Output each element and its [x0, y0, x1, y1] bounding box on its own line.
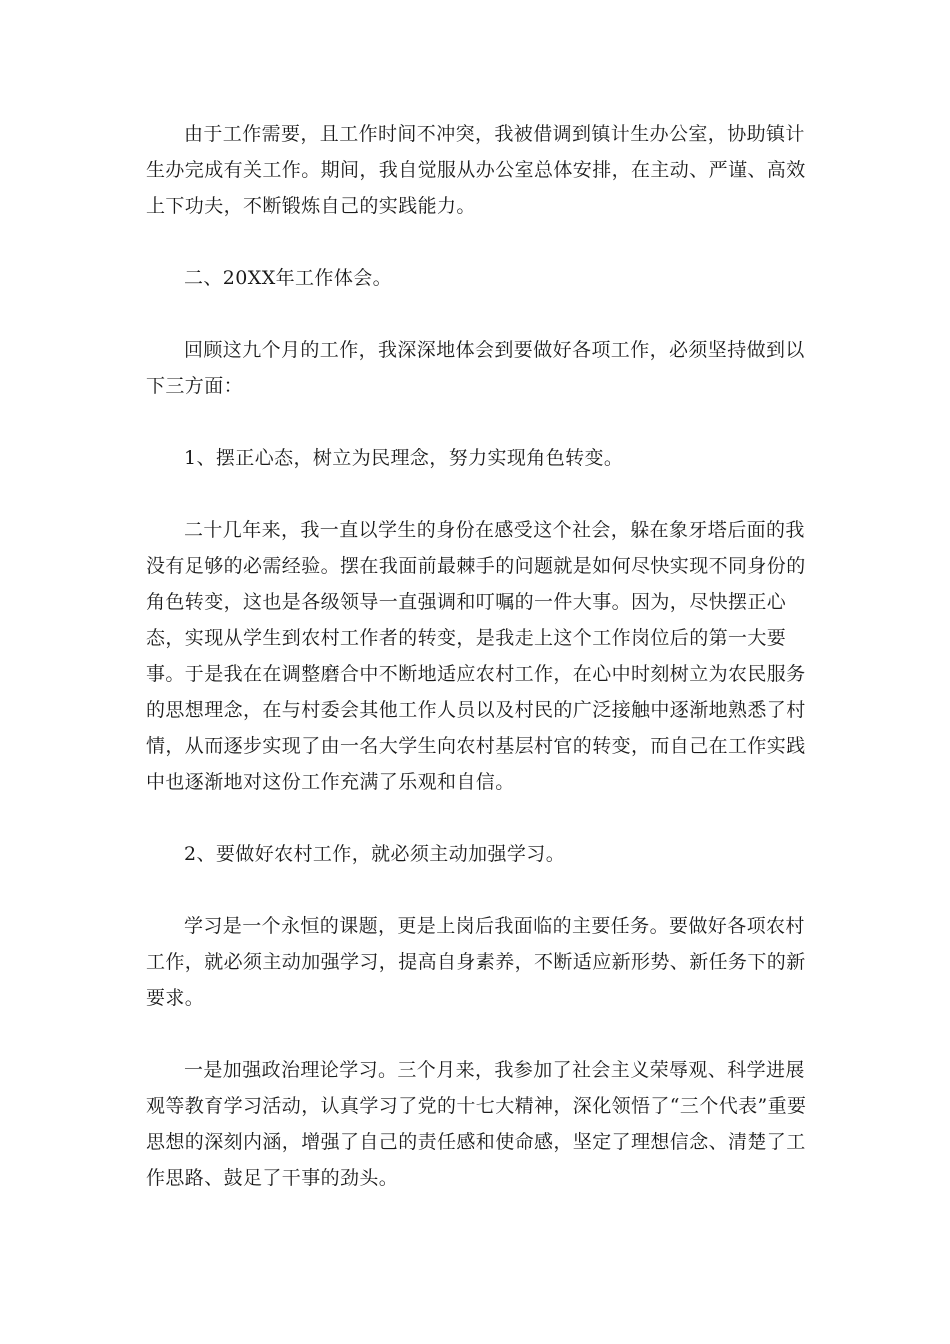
paragraph-political-theory: 一是加强政治理论学习。三个月来，我参加了社会主义荣辱观、科学进展观等教育学习活动，认真学习了党的十七大精神，深化领悟了“三个代表”重要思想的深刻内涵，增强了自己的责任感和使命感，坚定了理想信念、清楚了工作思路、鼓足了干事的劲头。	[146, 1059, 807, 1189]
point-heading-1: 1、摆正心态，树立为民理念，努力实现角色转变。	[184, 447, 624, 469]
paragraph-review-intro: 回顾这九个月的工作，我深深地体会到要做好各项工作，必须坚持做到以下三方面：	[146, 339, 805, 397]
paragraph-borrowed-work: 由于工作需要，且工作时间不冲突，我被借调到镇计生办公室，协助镇计生办完成有关工作。期间，我自觉服从办公室总体安排，在主动、严谨、高效上下功夫，不断锻炼自己的实践能力。	[146, 123, 806, 217]
paragraph-role-change: 二十几年来，我一直以学生的身份在感受这个社会，躲在象牙塔后面的我没有足够的必需经验。摆在我面前最棘手的问题就是如何尽快实现不同身份的角色转变，这也是各级领导一直强调和叮嘱的一件大事。因为，尽快摆正心态，实现从学生到农村工作者的转变，是我走上这个工作岗位后的第一大要事。于是我在在调整磨合中不断地适应农村工作，在心中时刻树立为农民服务的思想理念，在与村委会其他工作人员以及村民的广泛接触中逐渐地熟悉了村情，从而逐步实现了由一名大学生向农村基层村官的转变，而自己在工作实践中也逐渐地对这份工作充满了乐观和自信。	[146, 519, 806, 793]
point-heading-2: 2、要做好农村工作，就必须主动加强学习。	[184, 843, 566, 865]
paragraph-learning: 学习是一个永恒的课题，更是上岗后我面临的主要任务。要做好各项农村工作，就必须主动加强学习，提高自身素养，不断适应新形势、新任务下的新要求。	[146, 915, 806, 1009]
document-body	[146, 116, 816, 1232]
section-heading-work-experience: 二、20XX年工作体会。	[184, 267, 393, 289]
